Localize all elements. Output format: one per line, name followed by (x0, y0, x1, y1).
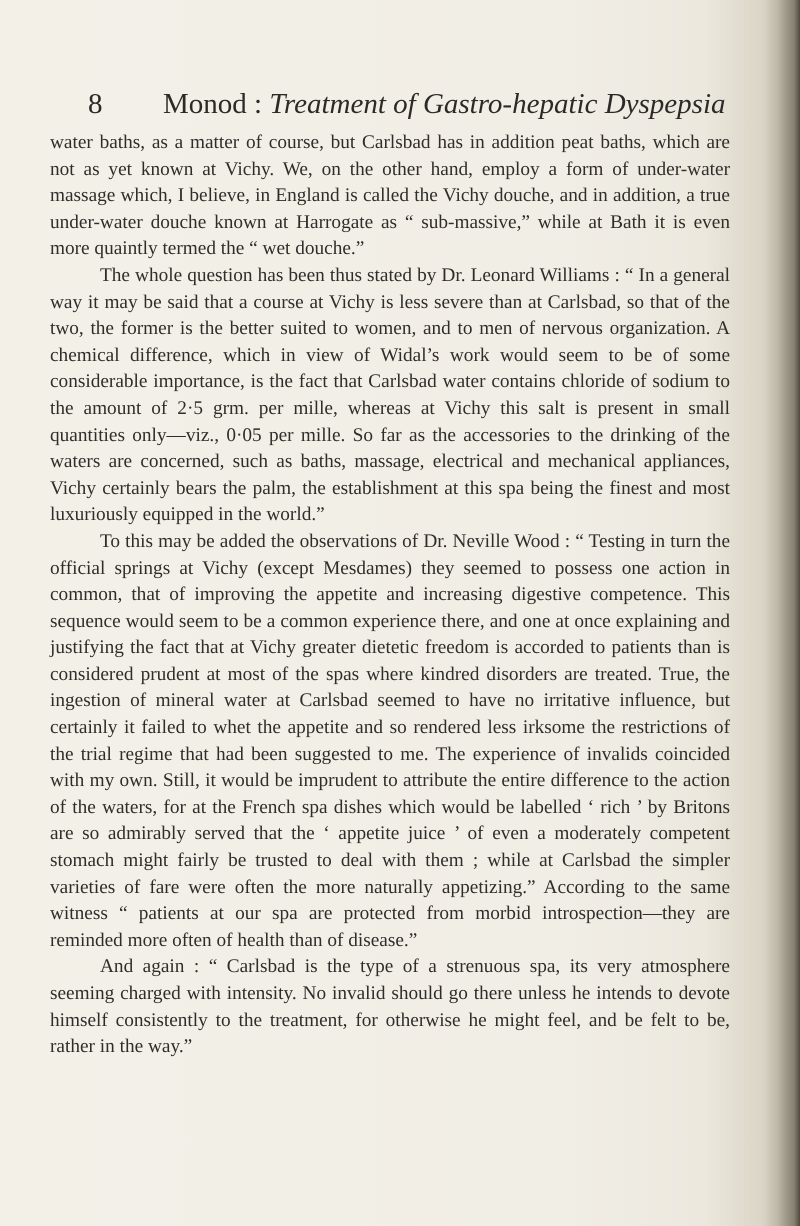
paragraph-continuation: water baths, as a matter of course, but Carlsbad has in addition peat baths, which are not as yet known at Vichy. We, on the other hand, employ a form of under-water massage which, I believe, in England is called the Vichy douche, and in addition, a true under-water douche known at Harrogate as “ sub-massive,” while at Bath it is even more quaintly termed the “ wet douche.” (50, 132, 730, 260)
running-title-italic: Treatment of Gastro-hepatic Dyspepsia (269, 88, 726, 120)
page-header (88, 84, 728, 124)
paragraph-carlsbad: And again : “ Carlsbad is the type of a strenuous spa, its very atmosphere seeming charged with intensity. No invalid should go there unless he intends to devote himself consistently to the treatment, for otherwise he might feel, and be felt to be, rather in the way.” (50, 956, 730, 1058)
running-title-prefix: Monod : (163, 88, 270, 120)
page-edge-shadow (762, 0, 800, 1226)
page-number: 8 (88, 88, 103, 120)
paragraph-leonard-williams: The whole question has been thus stated by Dr. Leonard Williams : “ In a general way it may be said that a course at Vichy is less severe than at Carlsbad, so that of the two, the former is the better suited to women, and to men of nervous organization. A chemical difference, which in view of Widal’s work would seem to be of some considerable importance, is the fact that Carlsbad water contains chloride of sodium to the amount of 2·5 grm. per mille, whereas at Vichy this salt is present in small quantities only—viz., 0·05 per mille. So far as the accessories to the drinking of the waters are concerned, such as baths, massage, electrical and mechanical appliances, Vichy certainly bears the palm, the establishment at this spa being the finest and most luxuriously equipped in the world.” (50, 264, 730, 526)
running-title (163, 84, 726, 124)
body-text (50, 130, 730, 1061)
paragraph-neville-wood: To this may be added the observations of Dr. Neville Wood : “ Testing in turn the official springs at Vichy (except Mesdames) they seemed to possess one action in common, that of improving the appetite and increasing digestive competence. This sequence would seem to be a common experience there, and one at once explaining and justifying the fact that at Vichy greater dietetic freedom is accorded to patients than is considered prudent at most of the spas where kindred disorders are treated. True, the ingestion of mineral water at Carlsbad seemed to have no irritative influence, but certainly it failed to whet the appetite and so rendered less irksome the restrictions of the trial regime that had been suggested to me. The experience of invalids coincided with my own. Still, it would be imprudent to attribute the entire difference to the action of the waters, for at the French spa dishes which would be labelled ‘ rich ’ by Britons are so admirably served that the ‘ appetite juice ’ of even a moderately competent stomach might fairly be trusted to deal with them ; while at Carlsbad the simpler varieties of fare were often the more naturally appetizing.” According to the same witness “ patients at our spa are protected from morbid introspection—they are reminded more often of health than of disease.” (50, 530, 730, 951)
